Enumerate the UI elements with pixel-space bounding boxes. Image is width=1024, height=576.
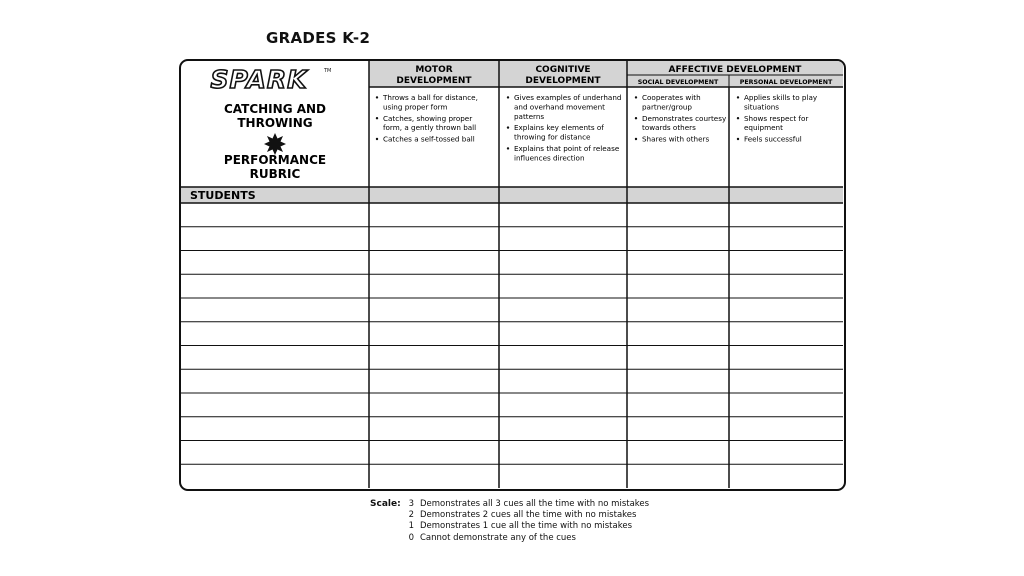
spark-logo [210,65,331,94]
scale-text: Cannot demonstrate any of the cues [420,532,576,543]
rubric-title-line1: PERFORMANCE [223,153,327,167]
scale-score: 0 [408,532,414,543]
student-rows [181,227,843,465]
trademark-mark: TM [324,68,332,74]
cue-text: Shares with others [642,134,710,144]
bullet-icon [376,138,378,140]
cue-text: partner/group [642,102,692,112]
activity-title-line1: CATCHING AND [223,102,327,116]
cue-text: Gives examples of underhand [514,93,622,102]
cue-text: Explains key elements of [514,123,604,133]
bullet-icon [737,96,739,98]
motor-header-line1: MOTOR [415,65,453,75]
scale-text: Demonstrates all 3 cues all the time with no mistakes [420,499,650,509]
scale-score: 3 [408,499,414,509]
scale-item [402,521,632,532]
activity-title-line2: THROWING [237,116,313,130]
cue-text: Cooperates with [642,93,701,102]
bullet-icon [635,96,637,98]
cue-text: Catches a self-tossed ball [383,134,475,144]
bullet-icon [635,138,637,140]
cue-text: influences direction [514,153,585,163]
affective-header: AFFECTIVE DEVELOPMENT [668,65,802,75]
cue-text: and overhand movement [514,102,605,112]
scale-score: 2 [408,510,414,521]
cue-text: Throws a ball for distance, [383,93,478,102]
rubric-table [179,59,846,491]
spark-logo-text: SPARK [210,65,308,94]
cue-text: form, a gently thrown ball [383,123,477,133]
cue-text: patterns [514,111,545,121]
cue-text: throwing for distance [514,132,591,142]
bullet-icon [737,117,739,119]
personal-header: PERSONAL DEVELOPMENT [739,79,833,86]
cognitive-cue-list [507,93,622,162]
students-label: STUDENTS [190,189,256,202]
social-header: SOCIAL DEVELOPMENT [637,79,719,86]
social-cue-list [635,93,727,144]
scale-item [402,499,649,510]
scale-label: Scale: [370,499,401,509]
cognitive-header-line1: COGNITIVE [535,65,591,75]
bullet-icon [507,126,509,128]
scale-item [402,510,636,521]
scale-text: Demonstrates 2 cues all the time with no mistakes [420,510,637,521]
cue-text: situations [744,102,780,112]
students-bar-bg [181,187,843,203]
scale-score: 1 [408,521,414,532]
motor-cue-list [376,93,478,144]
cognitive-header-line2: DEVELOPMENT [525,76,601,86]
bullet-icon [376,96,378,98]
bullet-icon [507,147,509,149]
cue-text: Explains that point of release [514,144,620,153]
cue-text: Demonstrates courtesy [642,113,727,123]
cue-text: Applies skills to play [744,93,818,102]
starburst-icon [264,133,286,155]
motor-header-line2: DEVELOPMENT [396,76,472,86]
cue-text: equipment [744,123,783,133]
personal-cue-list [737,93,818,144]
bullet-icon [737,138,739,140]
scale-item [402,533,576,544]
bullet-icon [507,96,509,98]
cue-text: towards others [642,123,696,133]
rubric-title-line2: RUBRIC [249,167,301,181]
cue-text: Catches, showing proper [383,113,473,123]
grades-heading: GRADES K-2 [266,29,371,47]
cue-text: using proper form [383,102,448,112]
bullet-icon [376,117,378,119]
cue-text: Feels successful [744,134,802,144]
bullet-icon [635,117,637,119]
cue-text: Shows respect for [744,113,809,123]
scale-text: Demonstrates 1 cue all the time with no mistakes [420,521,633,532]
